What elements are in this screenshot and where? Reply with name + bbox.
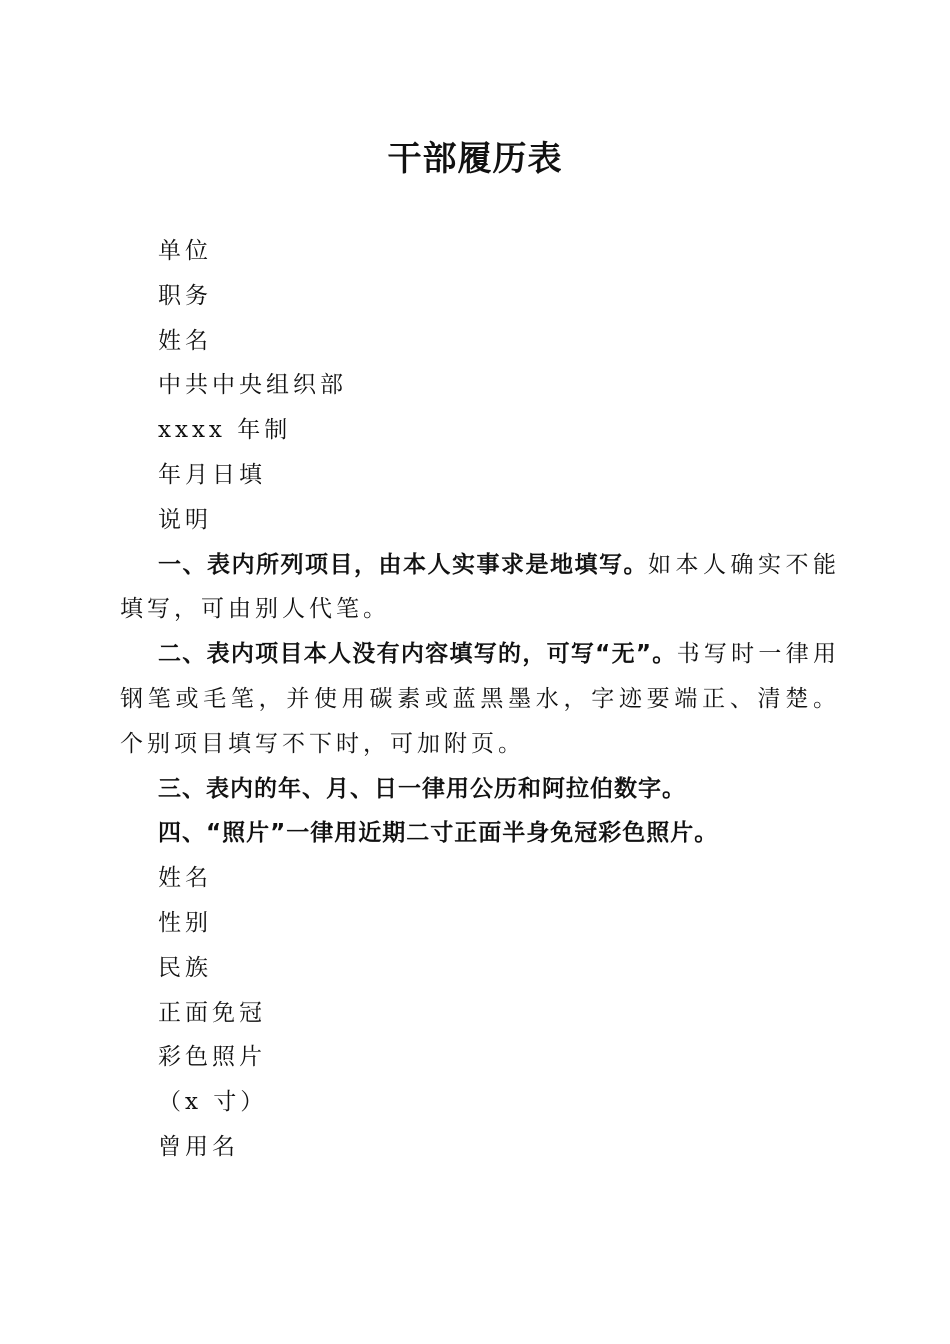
document-body (120, 229, 840, 1170)
note-item-4: 四、“照片”一律用近期二寸正面半身免冠彩色照片。 (158, 820, 719, 847)
field-label-ethnicity: 民族 (158, 954, 212, 981)
document-title: 干部履历表 (387, 139, 563, 179)
field-label-name-2: 姓名 (158, 865, 212, 892)
field-label-unit: 单位 (158, 238, 212, 264)
photo-label-line-2: 彩色照片 (158, 1044, 266, 1071)
field-label-position: 职务 (158, 282, 212, 309)
field-label-gender: 性别 (158, 909, 212, 936)
fill-date-text: 年月日填 (158, 461, 266, 488)
note-1-bold: 一、表内所列项目，由本人实事求是地填写。 (158, 551, 648, 578)
field-label-name: 姓名 (158, 327, 212, 354)
year-made-text: xxxx 年制 (158, 417, 292, 444)
photo-size-label: （x 寸） (158, 1089, 268, 1116)
note-item-3: 三、表内的年、月、日一律用公历和阿拉伯数字。 (158, 775, 686, 802)
note-2-normal: 书写时一律用钢笔或毛笔，并使用碳素或蓝黑墨水，字迹要端正、清楚。个别项目填写不下时，可加附页。 (120, 641, 841, 757)
notes-heading: 说明 (158, 506, 212, 533)
note-item-1 (120, 543, 840, 633)
note-2-bold: 二、表内项目本人没有内容填写的，可写“无”。 (158, 641, 677, 668)
note-item-2 (120, 632, 840, 766)
issuer-text: 中共中央组织部 (158, 372, 347, 399)
field-label-former-name: 曾用名 (158, 1133, 239, 1160)
note-1-normal: 如本人确实不能填写，可由别人代笔。 (120, 551, 840, 623)
photo-label-line-1: 正面免冠 (158, 999, 266, 1026)
